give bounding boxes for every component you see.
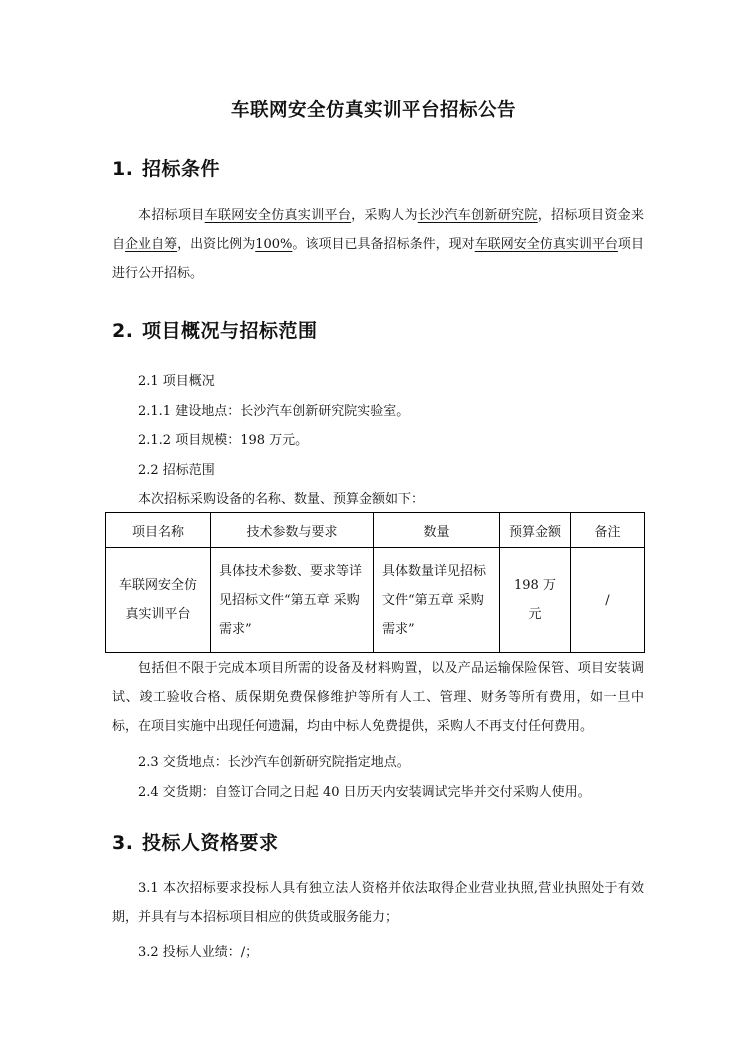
line-2-1-2: 2.1.2 项目规模：198 万元。 — [138, 433, 309, 448]
scope-paragraph: 包括但不限于完成本项目所需的设备及材料购置，以及产品运输保险保管、项目安装调试、竣工验收合格、质保期免费保修维护等所有人工、管理、财务等所有费用，如一旦中标，在项目实施中出现任何遗漏，均由中标人免费提供，采购人不再支付任何费用。 — [112, 661, 644, 734]
section-number: 3. — [112, 832, 134, 854]
line-2-1: 2.1 项目概况 — [138, 374, 215, 389]
table-cell: 198 万元 — [500, 548, 571, 653]
table-header: 预算金额 — [500, 513, 571, 548]
procurement-table — [105, 512, 645, 653]
table-header: 项目名称 — [106, 513, 211, 548]
table-cell: / — [571, 548, 645, 653]
table-cell: 具体技术参数、要求等详见招标文件“第五章 采购需求” — [211, 548, 374, 653]
table-header-row — [106, 513, 645, 548]
fund-source-underlined: 企业自筹 — [125, 237, 178, 252]
section-2-heading — [112, 316, 318, 343]
section-number: 1. — [112, 158, 134, 180]
table-row — [106, 548, 645, 653]
section-title: 招标条件 — [142, 158, 221, 180]
text-span: 。该项目已具备招标条件，现对 — [292, 237, 475, 252]
table-header: 数量 — [374, 513, 500, 548]
table-cell: 车联网安全仿真实训平台 — [106, 548, 211, 653]
line-2-3: 2.3 交货地点：长沙汽车创新研究院指定地点。 — [138, 755, 410, 770]
section-title: 投标人资格要求 — [142, 832, 279, 854]
section-1-paragraph — [112, 201, 644, 288]
line-table-intro: 本次招标采购设备的名称、数量、预算金额如下： — [138, 492, 425, 507]
text-span: ，采购人为 — [351, 208, 418, 223]
line-2-4: 2.4 交货期：自签订合同之日起 40 日历天内安装调试完毕并交付采购人使用。 — [138, 785, 591, 800]
text-span: ，出资比例为 — [177, 237, 256, 252]
text-span: ，招标项目资金来自 — [112, 208, 644, 252]
section-title: 项目概况与招标范围 — [142, 320, 318, 342]
fund-ratio-underlined: 100% — [255, 237, 293, 252]
table-header: 技术参数与要求 — [211, 513, 374, 548]
line-2-2: 2.2 招标范围 — [138, 463, 215, 478]
section-1-heading — [112, 154, 220, 181]
section-3-heading — [112, 828, 279, 855]
line-2-1-1: 2.1.1 建设地点：长沙汽车创新研究院实验室。 — [138, 404, 410, 419]
text-span: 项目进行公开招标。 — [112, 237, 644, 281]
project-name-underlined: 车联网安全仿真实训平台 — [204, 208, 352, 223]
document-title: 车联网安全仿真实训平台招标公告 — [230, 100, 516, 121]
line-3-2: 3.2 投标人业绩：/； — [138, 945, 259, 960]
table-cell: 具体数量详见招标文件“第五章 采购需求” — [374, 548, 500, 653]
table-header: 备注 — [571, 513, 645, 548]
text-span: 本招标项目 — [138, 208, 205, 223]
section-number: 2. — [112, 320, 134, 342]
paragraph-3-1: 3.1 本次招标要求投标人具有独立法人资格并依法取得企业营业执照,营业执照处于有效期，并具有与本招标项目相应的供货或服务能力； — [112, 881, 644, 925]
buyer-name-underlined: 长沙汽车创新研究院 — [417, 208, 538, 223]
project-name-underlined: 车联网安全仿真实训平台 — [474, 237, 618, 252]
